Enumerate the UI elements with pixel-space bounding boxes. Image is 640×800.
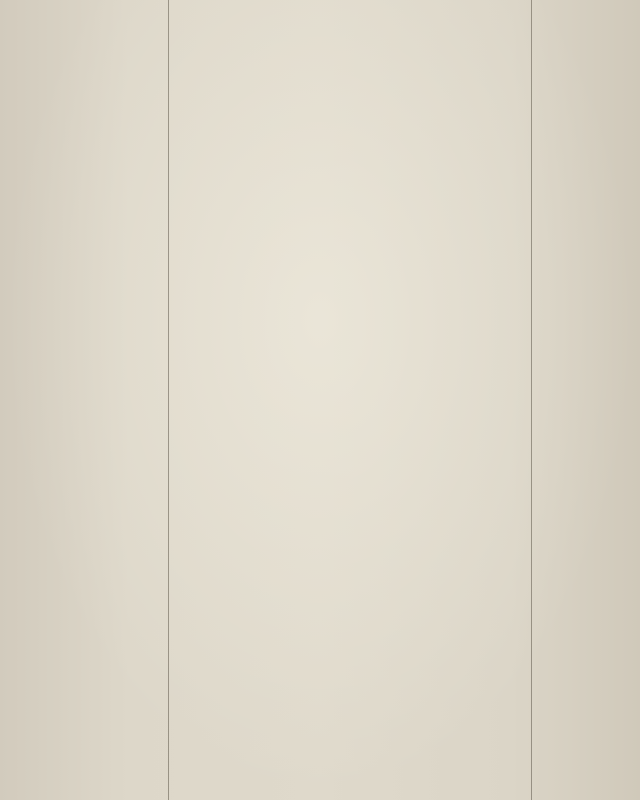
column-rule-right xyxy=(531,0,532,800)
column-rule-left xyxy=(168,0,169,800)
